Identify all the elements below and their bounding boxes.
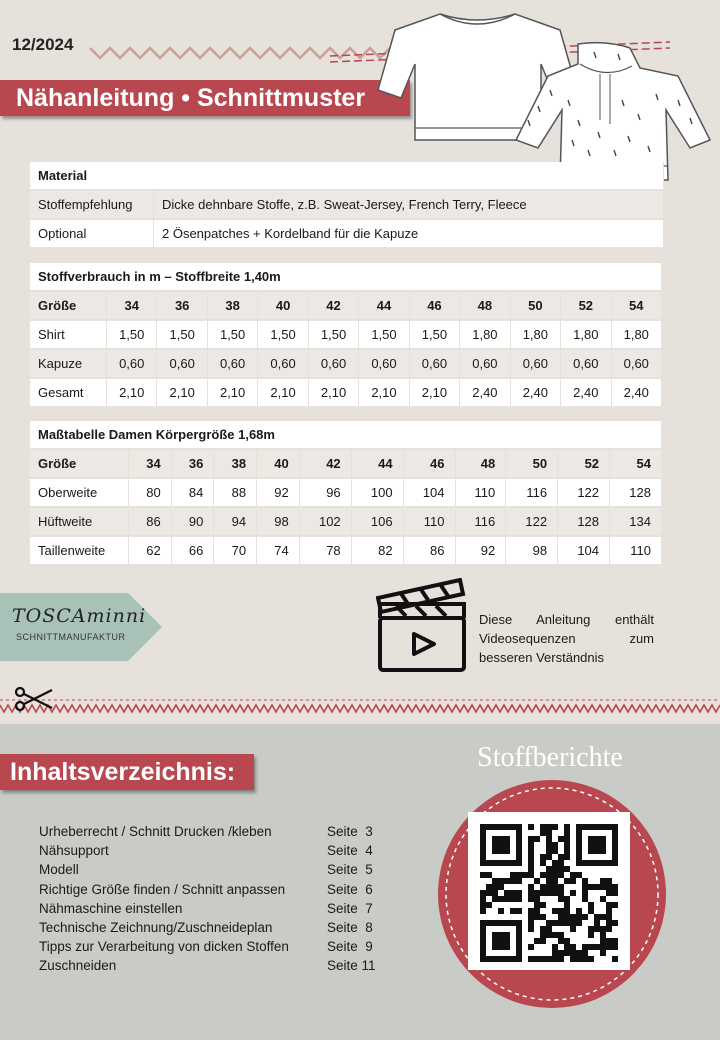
table-cell: 100 [351, 478, 403, 507]
table-cell: 62 [129, 536, 172, 565]
row-label: Taillenweite [30, 536, 129, 565]
table-cell: 2,40 [460, 378, 510, 407]
table-cell: 1,50 [359, 320, 409, 349]
toc-item-page: Seite 9 [327, 939, 373, 955]
size-header-cell: 48 [455, 449, 506, 478]
toc-item[interactable] [39, 899, 376, 918]
table-cell: 2,10 [107, 378, 157, 407]
table-cell: 92 [257, 478, 300, 507]
table-cell: 92 [455, 536, 506, 565]
size-header-cell: 40 [257, 449, 300, 478]
table-row [30, 478, 662, 507]
table-cell: 78 [299, 536, 351, 565]
material-row-value: Dicke dehnbare Stoffe, z.B. Sweat-Jersey, French Terry, Fleece [154, 190, 664, 219]
toc-item-label: Technische Zeichnung/Zuschneideplan [39, 920, 273, 936]
fabric-reports-title: Stoffberichte [477, 742, 623, 773]
toc-item-label: Tipps zur Verarbeitung von dicken Stoffen [39, 939, 289, 955]
table-cell: 98 [506, 536, 558, 565]
table-cell: 110 [610, 536, 662, 565]
table-cell: 0,60 [561, 349, 611, 378]
table-cell: 2,40 [611, 378, 661, 407]
table-row [30, 349, 662, 378]
size-header-cell: 54 [610, 449, 662, 478]
table-row [30, 536, 662, 565]
table-cell: 86 [403, 536, 455, 565]
material-row-label: Optional [30, 219, 154, 248]
table-cell: 0,60 [207, 349, 257, 378]
size-header-cell: 54 [611, 291, 661, 320]
table-cell: 2,10 [207, 378, 257, 407]
video-note-line: Videosequenzen zum [479, 631, 654, 646]
table-cell: 2,10 [359, 378, 409, 407]
material-row-value: 2 Ösenpatches + Kordelband für die Kapuze [154, 219, 664, 248]
table-cell: 0,60 [258, 349, 308, 378]
table-cell: 2,10 [308, 378, 358, 407]
title-banner: Nähanleitung • Schnittmuster [0, 80, 410, 116]
table-cell: 82 [351, 536, 403, 565]
table-cell: 2,10 [157, 378, 207, 407]
table-cell: 104 [403, 478, 455, 507]
size-header-cell: 50 [510, 291, 560, 320]
size-header-cell: 50 [506, 449, 558, 478]
table-cell: 86 [129, 507, 172, 536]
table-cell: 2,10 [409, 378, 459, 407]
table-cell: 0,60 [611, 349, 661, 378]
stitch-cut-line [0, 697, 720, 715]
toc-item-label: Urheberrecht / Schnitt Drucken /kleben [39, 824, 272, 839]
toc-item-page: Seite 4 [327, 843, 373, 859]
video-note-line: besseren Verständnis [479, 650, 605, 665]
toc-item[interactable] [39, 822, 376, 841]
size-chart-title: Maßtabelle Damen Körpergröße 1,68m [30, 421, 662, 449]
table-cell: 128 [610, 478, 662, 507]
table-row [30, 320, 662, 349]
toc-item[interactable] [39, 918, 376, 937]
table-cell: 0,60 [409, 349, 459, 378]
table-cell: 94 [214, 507, 257, 536]
toc-item-label: Nähmaschine einstellen [39, 900, 183, 916]
toc-item[interactable] [39, 937, 376, 956]
toc-item-page: Seite 11 [327, 958, 376, 974]
size-header-cell: 52 [561, 291, 611, 320]
video-clapperboard-icon [376, 578, 468, 674]
size-header-cell: 52 [558, 449, 610, 478]
toc-item-label: Zuschneiden [39, 958, 117, 974]
table-cell: 110 [455, 478, 506, 507]
table-cell: 66 [171, 536, 214, 565]
table-cell: 1,80 [561, 320, 611, 349]
table-cell: 102 [299, 507, 351, 536]
toc-item-label: Richtige Größe finden / Schnitt anpassen [39, 881, 286, 897]
video-note [479, 610, 654, 667]
fabric-consumption-table [30, 263, 662, 408]
fabric-consumption-title: Stoffverbrauch in m – Stoffbreite 1,40m [30, 263, 662, 291]
size-header-label: Größe [30, 449, 129, 478]
row-label: Kapuze [30, 349, 107, 378]
table-cell: 1,50 [107, 320, 157, 349]
size-header-cell: 38 [214, 449, 257, 478]
table-cell: 2,40 [510, 378, 560, 407]
table-of-contents [39, 822, 376, 976]
size-header-cell: 44 [351, 449, 403, 478]
row-label: Shirt [30, 320, 107, 349]
video-note-line: Diese Anleitung enthält [479, 612, 654, 627]
logo-badge [0, 593, 162, 661]
table-cell: 122 [506, 507, 558, 536]
row-label: Hüftweite [30, 507, 129, 536]
size-header-cell: 36 [157, 291, 207, 320]
issue-date: 12/2024 [12, 35, 74, 54]
size-header-cell: 46 [409, 291, 459, 320]
table-cell: 1,80 [611, 320, 661, 349]
table-cell: 116 [506, 478, 558, 507]
toc-item-label: Modell [39, 862, 79, 878]
size-header-cell: 34 [129, 449, 172, 478]
material-title: Material [30, 162, 664, 190]
toc-item[interactable] [39, 860, 376, 879]
size-header-cell: 40 [258, 291, 308, 320]
table-cell: 0,60 [460, 349, 510, 378]
size-header-cell: 36 [171, 449, 214, 478]
table-cell: 0,60 [359, 349, 409, 378]
table-cell: 106 [351, 507, 403, 536]
table-cell: 84 [171, 478, 214, 507]
toc-item-page: Seite 6 [327, 881, 373, 897]
table-cell: 0,60 [308, 349, 358, 378]
table-cell: 1,50 [258, 320, 308, 349]
table-cell: 1,80 [460, 320, 510, 349]
scissors-icon [14, 684, 54, 714]
size-header-cell: 46 [403, 449, 455, 478]
table-header-row [30, 449, 662, 478]
material-row-label: Stoffempfehlung [30, 190, 154, 219]
table-header-row [30, 291, 662, 320]
row-label: Gesamt [30, 378, 107, 407]
table-cell: 1,80 [510, 320, 560, 349]
size-header-cell: 38 [207, 291, 257, 320]
table-row [30, 378, 662, 407]
size-header-label: Größe [30, 291, 107, 320]
table-cell: 110 [403, 507, 455, 536]
table-cell: 70 [214, 536, 257, 565]
table-cell: 134 [610, 507, 662, 536]
table-cell: 0,60 [157, 349, 207, 378]
qr-code-badge[interactable] [436, 778, 668, 1010]
table-cell: 128 [558, 507, 610, 536]
material-table [30, 162, 664, 249]
toc-item-page: Seite 5 [327, 862, 373, 878]
toc-item-page: Seite 3 [327, 824, 373, 839]
size-header-cell: 42 [299, 449, 351, 478]
size-header-cell: 44 [359, 291, 409, 320]
table-cell: 1,50 [409, 320, 459, 349]
toc-item[interactable] [39, 880, 376, 899]
toc-item[interactable] [39, 956, 376, 975]
toc-item-label: Nähsupport [39, 843, 109, 859]
table-cell: 90 [171, 507, 214, 536]
table-cell: 0,60 [510, 349, 560, 378]
logo-name: TOSCAminni [12, 605, 147, 627]
toc-item-page: Seite 7 [327, 900, 373, 916]
table-cell: 122 [558, 478, 610, 507]
toc-item-page: Seite 8 [327, 920, 373, 936]
table-cell: 2,40 [561, 378, 611, 407]
table-cell: 104 [558, 536, 610, 565]
size-header-cell: 48 [460, 291, 510, 320]
row-label: Oberweite [30, 478, 129, 507]
toc-item[interactable] [39, 841, 376, 860]
table-row [30, 507, 662, 536]
table-cell: 74 [257, 536, 300, 565]
logo-subtitle: SCHNITTMANUFAKTUR [16, 632, 126, 642]
table-cell: 1,50 [157, 320, 207, 349]
size-header-cell: 42 [308, 291, 358, 320]
table-cell: 1,50 [207, 320, 257, 349]
toc-banner: Inhaltsverzeichnis: [0, 754, 254, 790]
table-cell: 116 [455, 507, 506, 536]
table-cell: 1,50 [308, 320, 358, 349]
table-cell: 80 [129, 478, 172, 507]
table-cell: 88 [214, 478, 257, 507]
size-header-cell: 34 [107, 291, 157, 320]
size-chart-table [30, 421, 662, 566]
table-cell: 0,60 [107, 349, 157, 378]
table-cell: 2,10 [258, 378, 308, 407]
table-cell: 96 [299, 478, 351, 507]
table-cell: 98 [257, 507, 300, 536]
